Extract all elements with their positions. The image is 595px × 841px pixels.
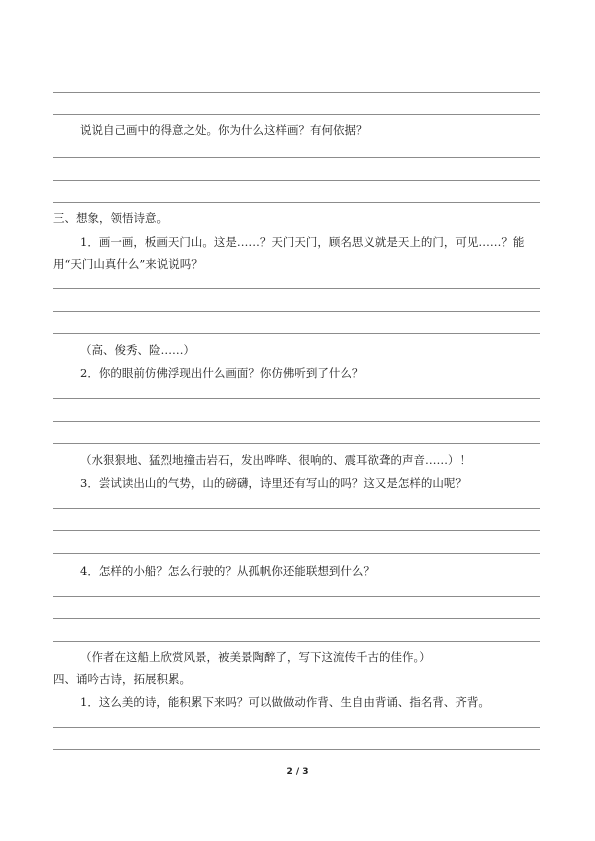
answer-line: [53, 553, 540, 554]
section-heading: 四、诵吟古诗，拓展积累。: [53, 672, 191, 686]
answer-line: [53, 508, 540, 509]
hint-text: （高、俊秀、险……）: [80, 343, 195, 357]
answer-line: [53, 92, 540, 93]
question-text: 用“天门山真什么”来说说吗？: [53, 257, 203, 271]
page-number: 2 / 3: [286, 767, 309, 777]
answer-line: [53, 421, 540, 422]
answer-line: [53, 443, 540, 444]
answer-line: [53, 311, 540, 312]
question-text: 1．这么美的诗，能积累下来吗？可以做做动作背、生自由背诵、指名背、齐背。: [80, 695, 490, 709]
answer-line: [53, 157, 540, 158]
answer-line: [53, 618, 540, 619]
answer-line: [53, 727, 540, 728]
question-text: 3．尝试读出山的气势，山的磅礴，诗里还有写山的吗？这又是怎样的山呢？: [80, 476, 467, 490]
answer-line: [53, 288, 540, 289]
answer-line: [53, 398, 540, 399]
question-text: 4．怎样的小船？怎么行驶的？从孤帆你还能联想到什么？: [80, 564, 375, 578]
answer-line: [53, 333, 540, 334]
answer-line: [53, 749, 540, 750]
answer-line: [53, 530, 540, 531]
answer-line: [53, 114, 540, 115]
prompt-text: 说说自己画中的得意之处。你为什么这样画？有何依据？: [80, 123, 368, 137]
hint-text: （水狠狠地、猛烈地撞击岩石，发出哗哗、很响的、震耳欲聋的声音……）！: [80, 453, 471, 467]
answer-line: [53, 202, 540, 203]
hint-text: （作者在这船上欣赏风景，被美景陶醉了，写下这流传千古的佳作。）: [80, 650, 431, 664]
answer-line: [53, 180, 540, 181]
answer-line: [53, 596, 540, 597]
question-text: 2．你的眼前仿佛浮现出什么画面？你仿佛听到了什么？: [80, 366, 364, 380]
answer-line: [53, 641, 540, 642]
section-heading: 三、想象，领悟诗意。: [53, 211, 168, 225]
question-text: 1．画一画，板画天门山。这是……？天门天门，顾名思义就是天上的门，可见……？能: [80, 235, 525, 249]
